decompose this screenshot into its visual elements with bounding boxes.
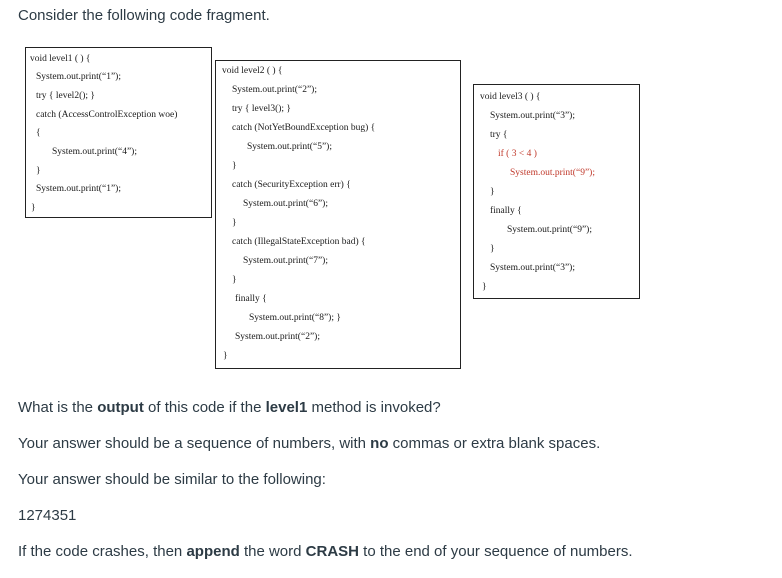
q1-post: method is invoked? [307, 399, 441, 416]
code-line: catch (AccessControlException woe) [36, 110, 178, 120]
code-line: } [232, 218, 237, 228]
question-crash [18, 543, 633, 560]
code-line: System.out.print(“2”); [232, 85, 317, 95]
code-box-level1 [25, 47, 212, 218]
code-line: } [490, 187, 495, 197]
q1-mid: of this code if the [143, 399, 266, 416]
code-line: } [482, 282, 487, 292]
code-line-highlighted: System.out.print(“9”); [510, 168, 595, 178]
code-line: void level3 ( ) { [480, 92, 541, 102]
code-line: System.out.print(“1”); [36, 72, 121, 82]
code-line: System.out.print(“5”); [247, 142, 332, 152]
code-box-level3 [473, 84, 640, 299]
code-line: } [223, 351, 228, 361]
code-line: } [232, 275, 237, 285]
code-line: System.out.print(“1”); [36, 184, 121, 194]
code-line: try { [490, 130, 508, 140]
code-box-level2 [215, 60, 461, 369]
code-line: catch (SecurityException err) { [232, 180, 351, 190]
code-line: System.out.print(“4”); [52, 147, 137, 157]
question-format [18, 435, 600, 452]
code-line-highlighted: if ( 3 < 4 ) [498, 149, 537, 159]
code-line: catch (IllegalStateException bad) { [232, 237, 366, 247]
code-line: finally { [235, 294, 267, 304]
example-answer: 1274351 [18, 507, 77, 524]
code-line: } [490, 244, 495, 254]
q1-pre: What is the [18, 399, 98, 416]
code-line: } [36, 166, 41, 176]
code-line: System.out.print(“3”); [490, 111, 575, 121]
q5-mid: the word [239, 543, 306, 560]
code-line: System.out.print(“3”); [490, 263, 575, 273]
code-line: System.out.print(“2”); [235, 332, 320, 342]
code-line: System.out.print(“8”); } [249, 313, 341, 323]
code-line: System.out.print(“9”); [507, 225, 592, 235]
code-line: try { level2(); } [36, 91, 95, 101]
code-line: void level1 ( ) { [30, 54, 91, 64]
q5-bold-append: append [186, 543, 240, 560]
code-line: catch (NotYetBoundException bug) { [232, 123, 376, 133]
q5-post: to the end of your sequence of numbers. [359, 543, 633, 560]
question-similar: Your answer should be similar to the following: [18, 471, 326, 488]
question-output [18, 399, 441, 416]
code-line: System.out.print(“6”); [243, 199, 328, 209]
q2-post: commas or extra blank spaces. [388, 435, 601, 452]
q5-bold-crash: CRASH [305, 543, 359, 560]
q1-bold-level1: level1 [265, 399, 308, 416]
code-line: } [232, 161, 237, 171]
code-line: { [36, 128, 41, 138]
intro-text: Consider the following code fragment. [18, 7, 270, 24]
code-line: finally { [490, 206, 522, 216]
code-line: } [31, 203, 36, 213]
code-line: void level2 ( ) { [222, 66, 283, 76]
q5-pre: If the code crashes, then [18, 543, 187, 560]
q2-bold-no: no [370, 435, 389, 452]
code-line: try { level3(); } [232, 104, 291, 114]
code-line: System.out.print(“7”); [243, 256, 328, 266]
q1-bold-output: output [97, 399, 144, 416]
q2-pre: Your answer should be a sequence of numbers, with [18, 435, 371, 452]
